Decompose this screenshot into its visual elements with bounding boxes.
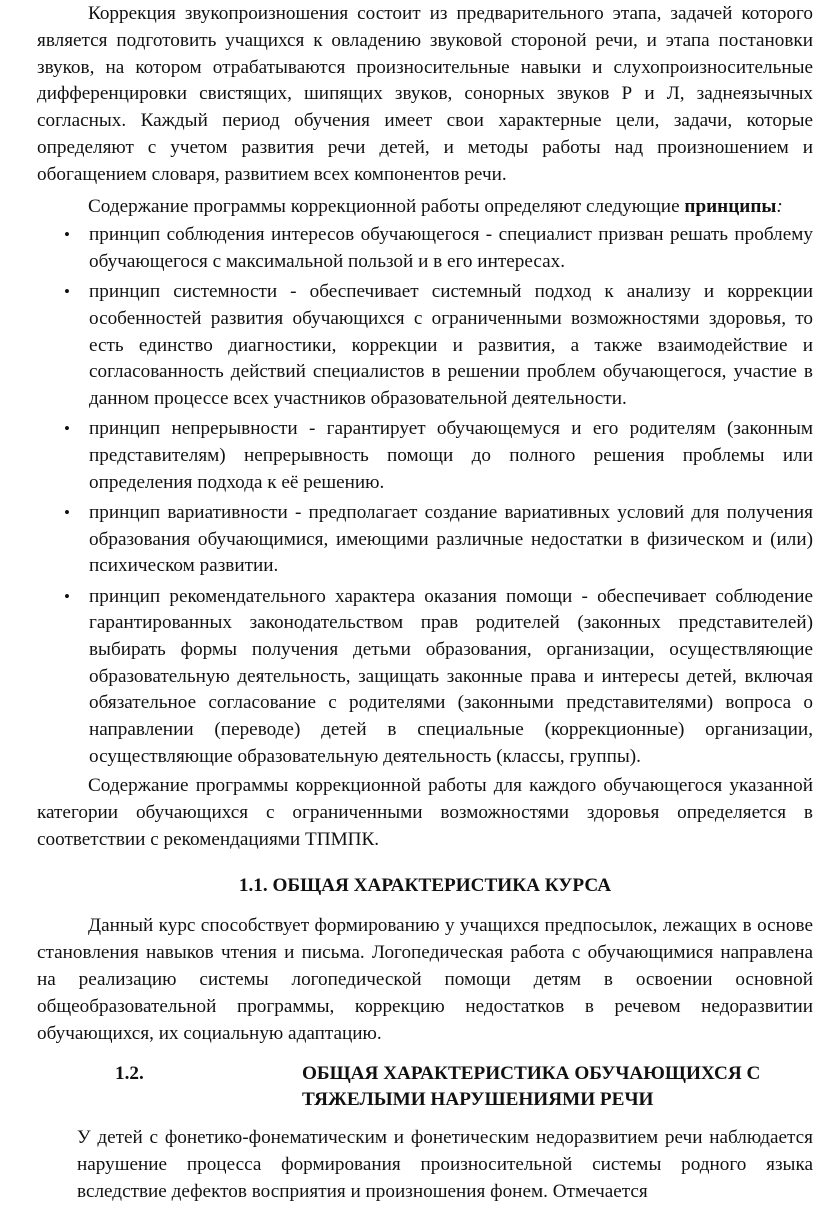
list-item (37, 222, 813, 275)
principle-text: принцип соблюдения интересов обучающегося - специалист призван решать проблему обучающегося с максимальной пользой и в его интересах. (89, 224, 813, 273)
principles-lead-colon: : (776, 195, 783, 217)
section-1-1-title: 1.1. ОБЩАЯ ХАРАКТЕРИСТИКА КУРСА (238, 875, 612, 897)
bullet-icon: • (64, 586, 70, 606)
intro-paragraph: Коррекция звукопроизношения состоит из предварительного этапа, задачей которого является подготовить учащихся к овладению звуковой стороной речи, и этапа постановки звуков, на котором отрабатываются произносительные навыки и слухопроизносительные дифференцировки свистящих, шипящих звуков, сонорных звуков Р и Л, заднеязычных согласных. Каждый период обучения имеет свои характерные цели, задачи, которые определяют с учетом развития речи детей, и методы работы над произношением и обогащением словаря, развитием всех компонентов речи. (37, 3, 813, 185)
list-item (37, 416, 813, 496)
section-1-2-number: 1.2. (115, 1063, 144, 1085)
section-1-2-title-line1: ОБЩАЯ ХАРАКТЕРИСТИКА ОБУЧАЮЩИХСЯ С (302, 1063, 761, 1085)
section-1-1-paragraph: Данный курс способствует формированию у учащихся предпосылок, лежащих в основе становления навыков чтения и письма. Логопедическая работа с обучающимися направлена на реализацию системы логопедической помощи детям в освоении основной общеобразовательной программы, коррекцию недостатков в речевом недоразвитии обучающихся, их социальную адаптацию. (37, 915, 813, 1044)
principles-lead (37, 194, 813, 221)
bullet-icon: • (64, 282, 70, 302)
list-item (37, 279, 813, 413)
section-1-2-paragraph: У детей с фонетико-фонематическим и фонетическим недоразвитием речи наблюдается нарушение процесса формирования произносительной системы родного языка вследствие дефектов восприятия и произношения фонем. Отмечается (77, 1127, 813, 1202)
closing-paragraph: Содержание программы коррекционной работы для каждого обучающегося указанной категории обучающихся с ограниченными возможностями здоровья определяется в соответствии с рекомендациями ТПМПК. (37, 774, 813, 850)
section-1-2-heading (37, 1061, 813, 1113)
bullet-icon: • (64, 419, 70, 439)
principles-lead-text: Содержание программы коррекционной работы определяют следующие (88, 195, 685, 217)
list-item (37, 584, 813, 771)
bullet-icon: • (64, 502, 70, 522)
principles-list (37, 222, 813, 770)
list-item (37, 500, 813, 580)
principle-text: принцип рекомендательного характера оказания помощи - обеспечивает соблюдение гарантированных законодательством прав родителей (законных представителей) выбирать формы получения детьми образования, организации, осуществляющие образовательную деятельность, защищать законные права и интересы детей, включая обязательное согласование с родителями (законными представителями) вопроса о направлении (переводе) детей в специальные (коррекционные) организации, осуществляющие образовательную деятельность (классы, группы). (89, 585, 813, 767)
section-1-2-title-line2: ТЯЖЕЛЫМИ НАРУШЕНИЯМИ РЕЧИ (302, 1089, 654, 1111)
principle-text: принцип вариативности - предполагает создание вариативных условий для получения образования обучающимися, имеющими различные недостатки в физическом и (или) психическом развитии. (89, 501, 813, 577)
bullet-icon: • (64, 225, 70, 245)
section-1-2-title (302, 1061, 813, 1113)
document-page (37, 0, 813, 1206)
principle-text: принцип системности - обеспечивает системный подход к анализу и коррекции особенностей развития обучающихся с ограниченными возможностями здоровья, то есть единство диагностики, коррекции и развития, а также взаимодействие и согласованность действий специалистов в решении проблем обучающегося, участие в данном процессе всех участников образовательной деятельности. (89, 281, 813, 410)
principles-lead-bold: принципы (684, 195, 777, 217)
principle-text: принцип непрерывности - гарантирует обучающемуся и его родителям (законным представителям) непрерывность помощи до полного решения проблемы или определения подхода к её решению. (89, 418, 813, 493)
